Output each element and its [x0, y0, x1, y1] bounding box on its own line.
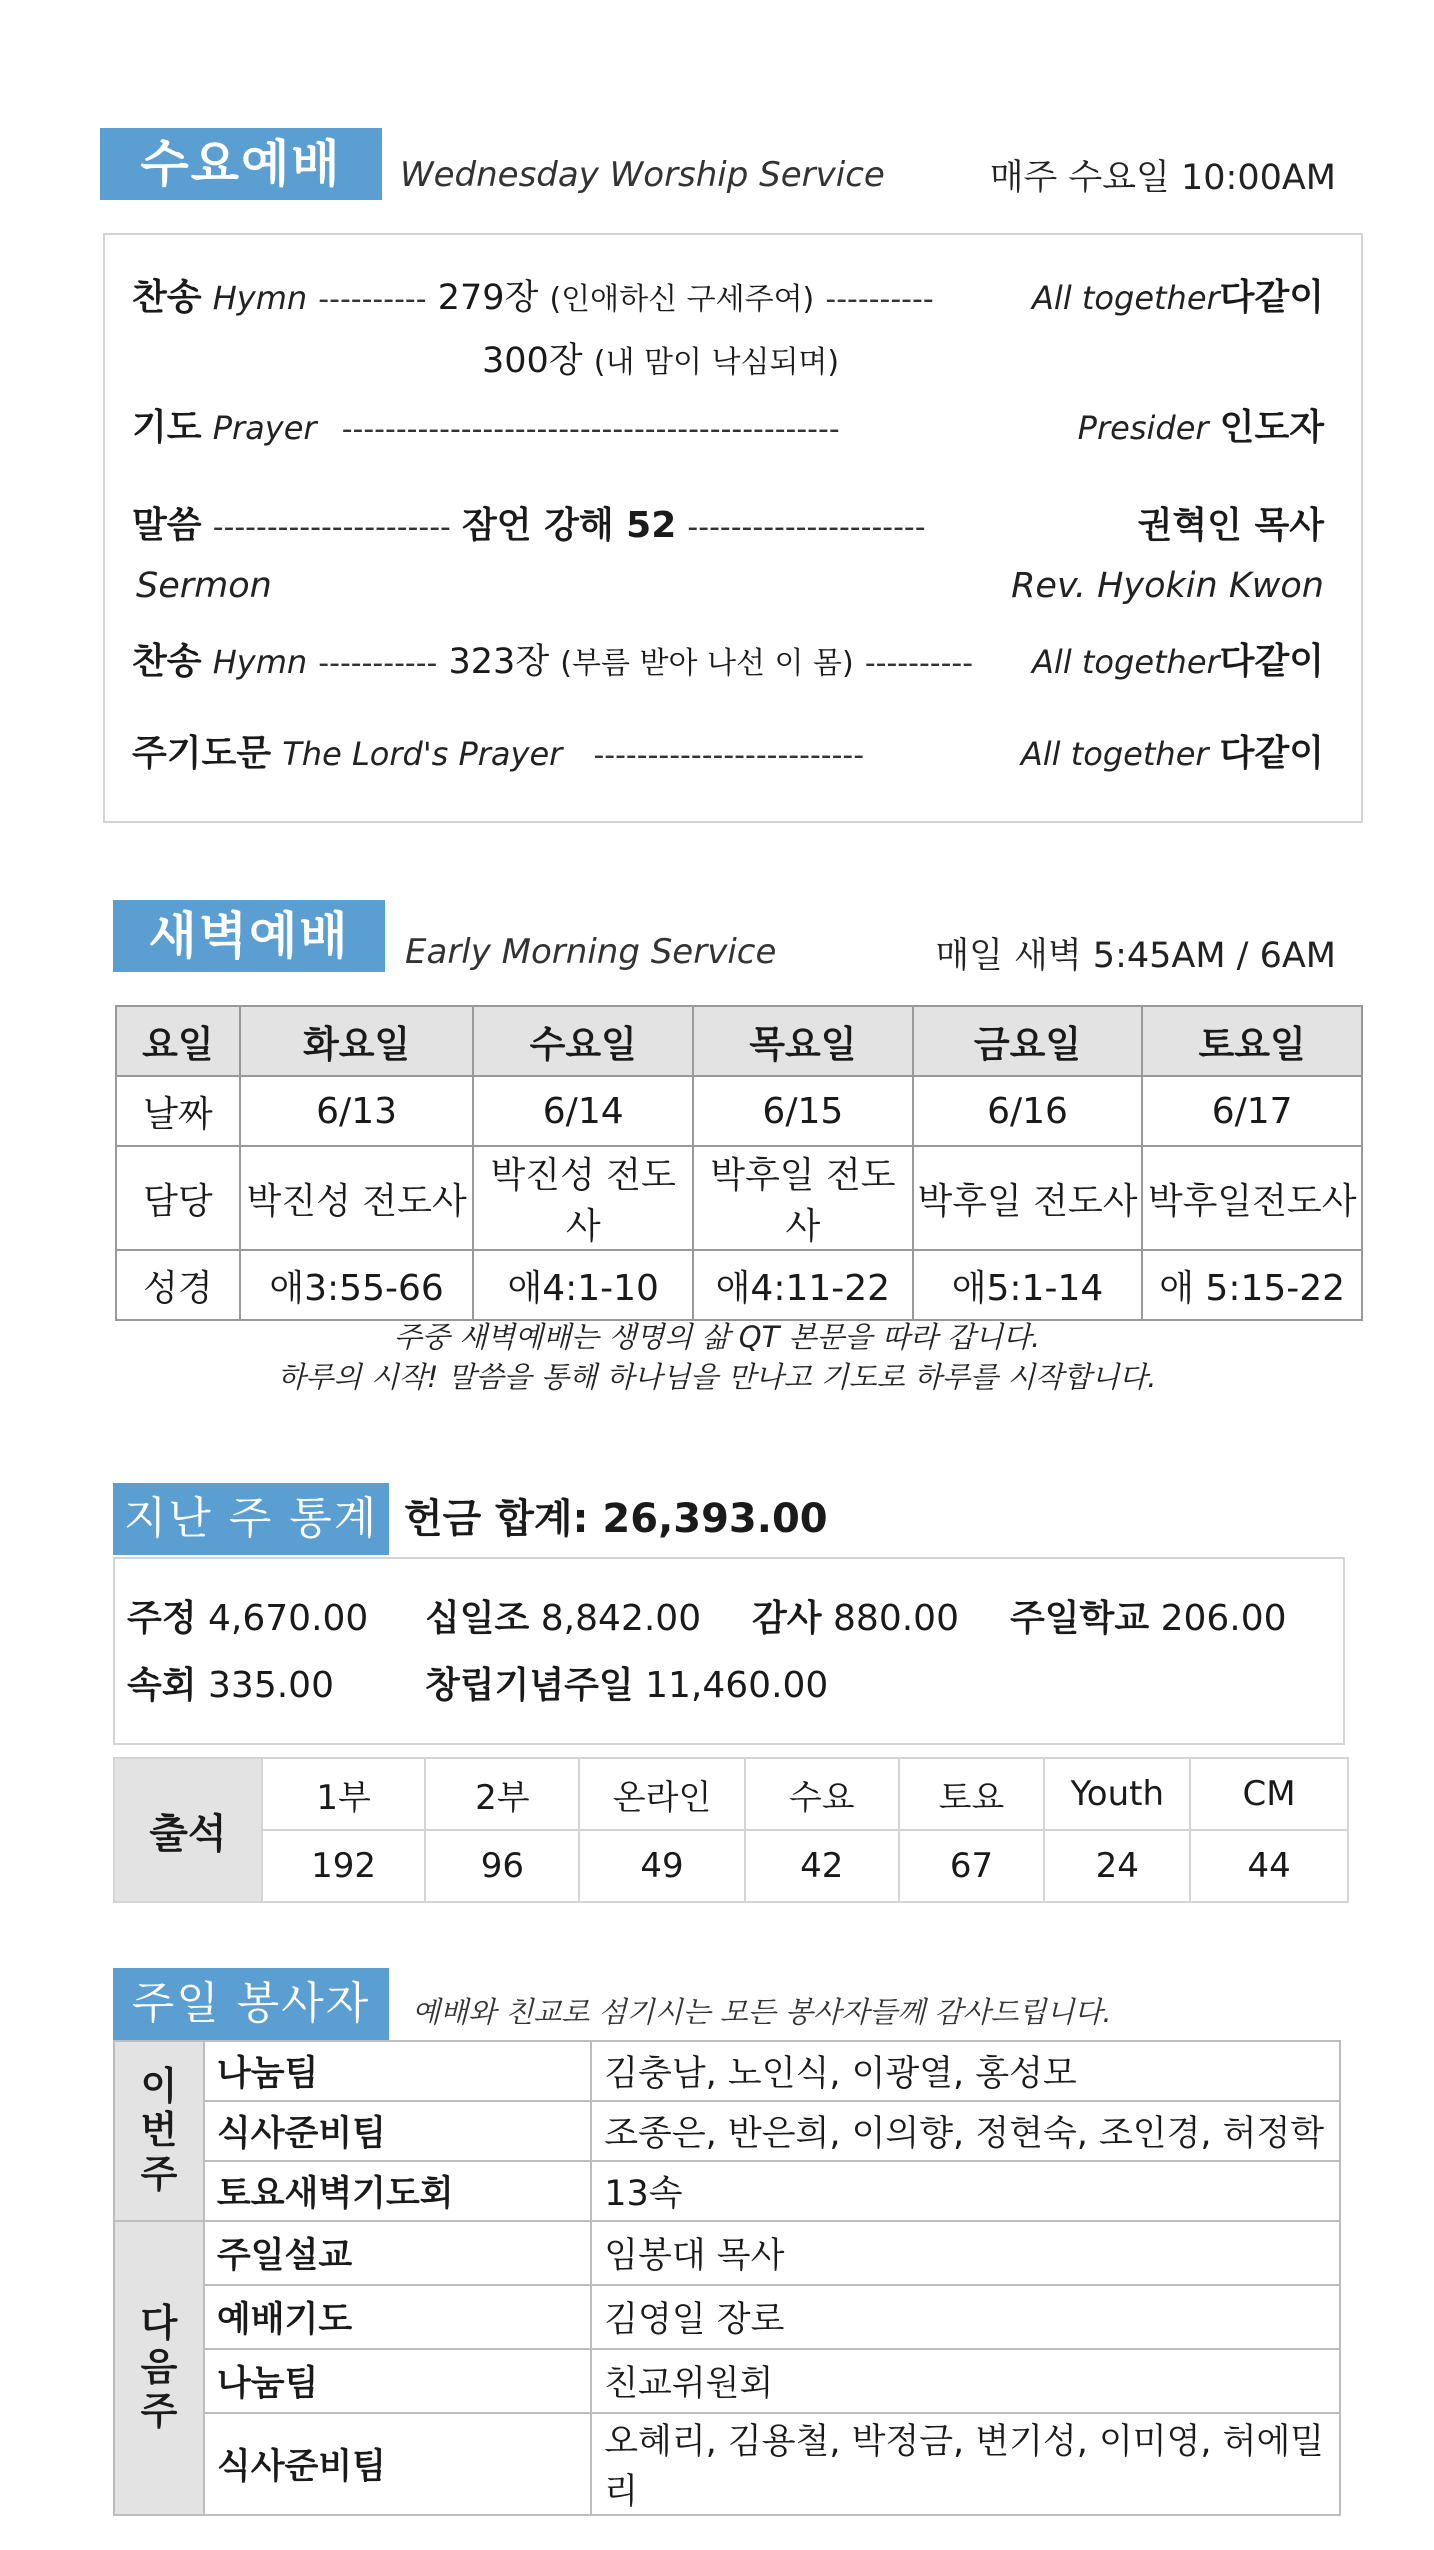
hymn1-dash-right: ----------: [825, 282, 934, 317]
early-scripture-row: [116, 1250, 1362, 1320]
volunteer-names: 친교위원회: [591, 2349, 1340, 2413]
offering-value: 4,670.00: [208, 1598, 369, 1639]
attendance-label: 출석: [114, 1758, 262, 1902]
prayer-who: [1078, 406, 1324, 449]
prayer-who-ko: 인도자: [1219, 407, 1324, 448]
offering-label: 주정: [127, 1598, 197, 1639]
hymn1-title: (인애하신 구세주여): [549, 282, 815, 317]
early-header-cell: 화요일: [240, 1006, 474, 1076]
hymn2-who-ko: 다같이: [1219, 641, 1324, 682]
volunteer-role: 나눔팀: [204, 2349, 591, 2413]
early-cell: 애5:1-14: [913, 1250, 1143, 1320]
early-date-row: [116, 1076, 1362, 1146]
hymn2-dash-left: -----------: [318, 646, 438, 681]
early-cell: 애4:1-10: [473, 1250, 693, 1320]
offering-label: 십일조: [425, 1598, 530, 1639]
volunteers-table: [113, 2040, 1341, 2516]
volunteer-names: 조종은, 반은희, 이의향, 정현숙, 조인경, 허정학: [591, 2101, 1340, 2161]
sermon-who-en: Rev. Hyokin Kwon: [1011, 566, 1324, 606]
volunteer-names: 13속: [591, 2161, 1340, 2221]
volunteer-role: 토요새벽기도회: [204, 2161, 591, 2221]
volunteer-names: 김영일 장로: [591, 2285, 1340, 2349]
early-cell: 6/16: [913, 1076, 1143, 1146]
volunteer-names: 임봉대 목사: [591, 2221, 1340, 2285]
prayer-dash: ----------------------------------------------: [341, 412, 840, 447]
offering-total: 헌금 합계: 26,393.00: [404, 1496, 828, 1542]
volunteer-names: 김충남, 노인식, 이광열, 홍성모: [591, 2041, 1340, 2101]
early-cell: 6/14: [473, 1076, 693, 1146]
offering-value: 11,460.00: [645, 1665, 829, 1706]
attendance-value: 24: [1044, 1830, 1190, 1902]
sermon-who-ko: 권혁인 목사: [1137, 505, 1324, 546]
early-row-label: 성경: [116, 1250, 240, 1320]
wednesday-time: 매주 수요일 10:00AM: [989, 158, 1336, 198]
early-header-cell: 요일: [116, 1006, 240, 1076]
lords-prayer-row: [132, 732, 864, 775]
hymn2-row: [132, 640, 973, 683]
offering-box: [113, 1557, 1345, 1745]
early-note-1: 주중 새벽예배는 생명의 삶 QT 본문을 따라 갑니다.: [393, 1320, 1041, 1354]
offering-label: 주일학교: [1010, 1598, 1150, 1639]
lords-prayer-who-en: All together: [1020, 735, 1209, 773]
early-cell: 박후일 전도사: [693, 1146, 913, 1250]
offering-value: 206.00: [1160, 1598, 1287, 1639]
hymn1b-title: (내 맘이 낙심되며): [593, 345, 840, 380]
lords-prayer-dash: -------------------------: [593, 738, 865, 773]
sermon-label: 말씀: [132, 505, 202, 546]
hymn2-number: 323장: [448, 642, 550, 682]
hymn1-label: 찬송: [132, 277, 202, 318]
hymn2-label: 찬송: [132, 641, 202, 682]
early-cell: 박후일전도사: [1142, 1146, 1362, 1250]
hymn1b-number: 300장: [482, 341, 583, 381]
offering-label: 창립기념주일: [425, 1665, 634, 1706]
this-week-label-text: 이 번 주: [140, 2064, 178, 2196]
this-week-label: [114, 2041, 204, 2221]
sermon-who: [1138, 504, 1324, 547]
early-time: 매일 새벽 5:45AM / 6AM: [935, 936, 1336, 976]
early-cell: 애3:55-66: [240, 1250, 474, 1320]
hymn1-label-en: Hymn: [212, 279, 308, 317]
attendance-value: 42: [745, 1830, 899, 1902]
attendance-value: 67: [899, 1830, 1045, 1902]
attendance-header: 2부: [425, 1758, 579, 1830]
next-week-label-text: 다 음 주: [140, 2301, 178, 2433]
attendance-value: 49: [579, 1830, 745, 1902]
attendance-header: Youth: [1044, 1758, 1190, 1830]
volunteers-note: 예배와 친교로 섬기시는 모든 봉사자들께 감사드립니다.: [412, 1995, 1112, 2029]
attendance-value: 44: [1190, 1830, 1348, 1902]
attendance-value: 96: [425, 1830, 579, 1902]
early-cell: 애 5:15-22: [1142, 1250, 1362, 1320]
attendance-header: 수요: [745, 1758, 899, 1830]
hymn2-title: (부름 받아 나선 이 몸): [560, 646, 854, 681]
lords-prayer-label: 주기도문: [132, 733, 272, 774]
early-header-cell: 토요일: [1142, 1006, 1362, 1076]
attendance-header: CM: [1190, 1758, 1348, 1830]
volunteer-role: 주일설교: [204, 2221, 591, 2285]
early-header-cell: 수요일: [473, 1006, 693, 1076]
offering-item: [752, 1590, 959, 1641]
hymn2-label-en: Hymn: [212, 643, 308, 681]
sermon-text: 잠언 강해 52: [462, 505, 677, 546]
prayer-label: 기도: [132, 407, 202, 448]
attendance-value: 192: [262, 1830, 426, 1902]
early-cell: 6/17: [1142, 1076, 1362, 1146]
wednesday-subtitle: Wednesday Worship Service: [400, 155, 885, 195]
volunteers-section-tag: 주일 봉사자: [113, 1968, 389, 2040]
hymn1-dash-left: ----------: [318, 282, 427, 317]
prayer-who-en: Presider: [1077, 409, 1209, 447]
offering-value: 880.00: [833, 1598, 959, 1639]
volunteer-role: 예배기도: [204, 2285, 591, 2349]
early-row-label: 날짜: [116, 1076, 240, 1146]
hymn1-number: 279장: [437, 278, 539, 318]
wednesday-section-tag: 수요예배: [100, 128, 382, 200]
offering-item: [127, 1657, 334, 1708]
early-section-tag: 새벽예배: [113, 900, 385, 972]
offering-item: [127, 1590, 368, 1641]
early-cell: 박진성 전도사: [240, 1146, 474, 1250]
hymn2-who-en: All together: [1032, 643, 1220, 681]
volunteer-role: 식사준비팀: [204, 2101, 591, 2161]
hymn1b-row: [482, 340, 839, 382]
early-cell: 6/13: [240, 1076, 474, 1146]
attendance-table: [113, 1757, 1349, 1903]
offering-label: 속회: [127, 1665, 197, 1706]
sermon-row: [132, 504, 926, 547]
early-cell: 박진성 전도사: [473, 1146, 693, 1250]
lords-prayer-label-en: The Lord's Prayer: [282, 735, 563, 773]
offering-item: [1010, 1590, 1287, 1641]
prayer-row: [132, 406, 840, 449]
volunteer-role: 식사준비팀: [204, 2413, 591, 2515]
lords-prayer-who: [1021, 732, 1324, 775]
hymn1-who-en: All together: [1032, 279, 1220, 317]
volunteer-names: 오혜리, 김용철, 박정금, 변기성, 이미영, 허에밀리: [591, 2413, 1340, 2515]
offering-item: [425, 1590, 701, 1641]
attendance-header: 토요: [899, 1758, 1045, 1830]
sermon-dash-left: ----------------------: [212, 510, 451, 545]
next-week-label: [114, 2221, 204, 2515]
early-schedule-table: [115, 1005, 1363, 1321]
stats-section-tag: 지난 주 통계: [113, 1483, 389, 1555]
early-header-cell: 목요일: [693, 1006, 913, 1076]
attendance-header: 1부: [262, 1758, 426, 1830]
early-leader-row: [116, 1146, 1362, 1250]
offering-item: [425, 1657, 828, 1708]
lords-prayer-who-ko: 다같이: [1219, 733, 1324, 774]
attendance-header: 온라인: [579, 1758, 745, 1830]
sermon-label-en: Sermon: [136, 566, 272, 606]
offering-value: 8,842.00: [540, 1598, 702, 1639]
early-header-row: [116, 1006, 1362, 1076]
early-subtitle: Early Morning Service: [405, 932, 777, 972]
early-cell: 박후일 전도사: [913, 1146, 1143, 1250]
early-header-cell: 금요일: [913, 1006, 1143, 1076]
hymn1-row: [132, 276, 934, 319]
offering-label: 감사: [752, 1598, 822, 1639]
volunteer-role: 나눔팀: [204, 2041, 591, 2101]
hymn2-dash-right: ----------: [864, 646, 974, 681]
hymn1-who-ko: 다같이: [1219, 277, 1324, 318]
early-cell: 6/15: [693, 1076, 913, 1146]
sermon-dash-right: ----------------------: [687, 510, 926, 545]
hymn1-who: [1032, 276, 1324, 319]
hymn2-who: [1032, 640, 1324, 683]
prayer-label-en: Prayer: [212, 409, 317, 447]
offering-value: 335.00: [208, 1665, 334, 1706]
early-row-label: 담당: [116, 1146, 240, 1250]
early-cell: 애4:11-22: [693, 1250, 913, 1320]
early-note-2: 하루의 시작! 말씀을 통해 하나님을 만나고 기도로 하루를 시작합니다.: [277, 1360, 1157, 1394]
